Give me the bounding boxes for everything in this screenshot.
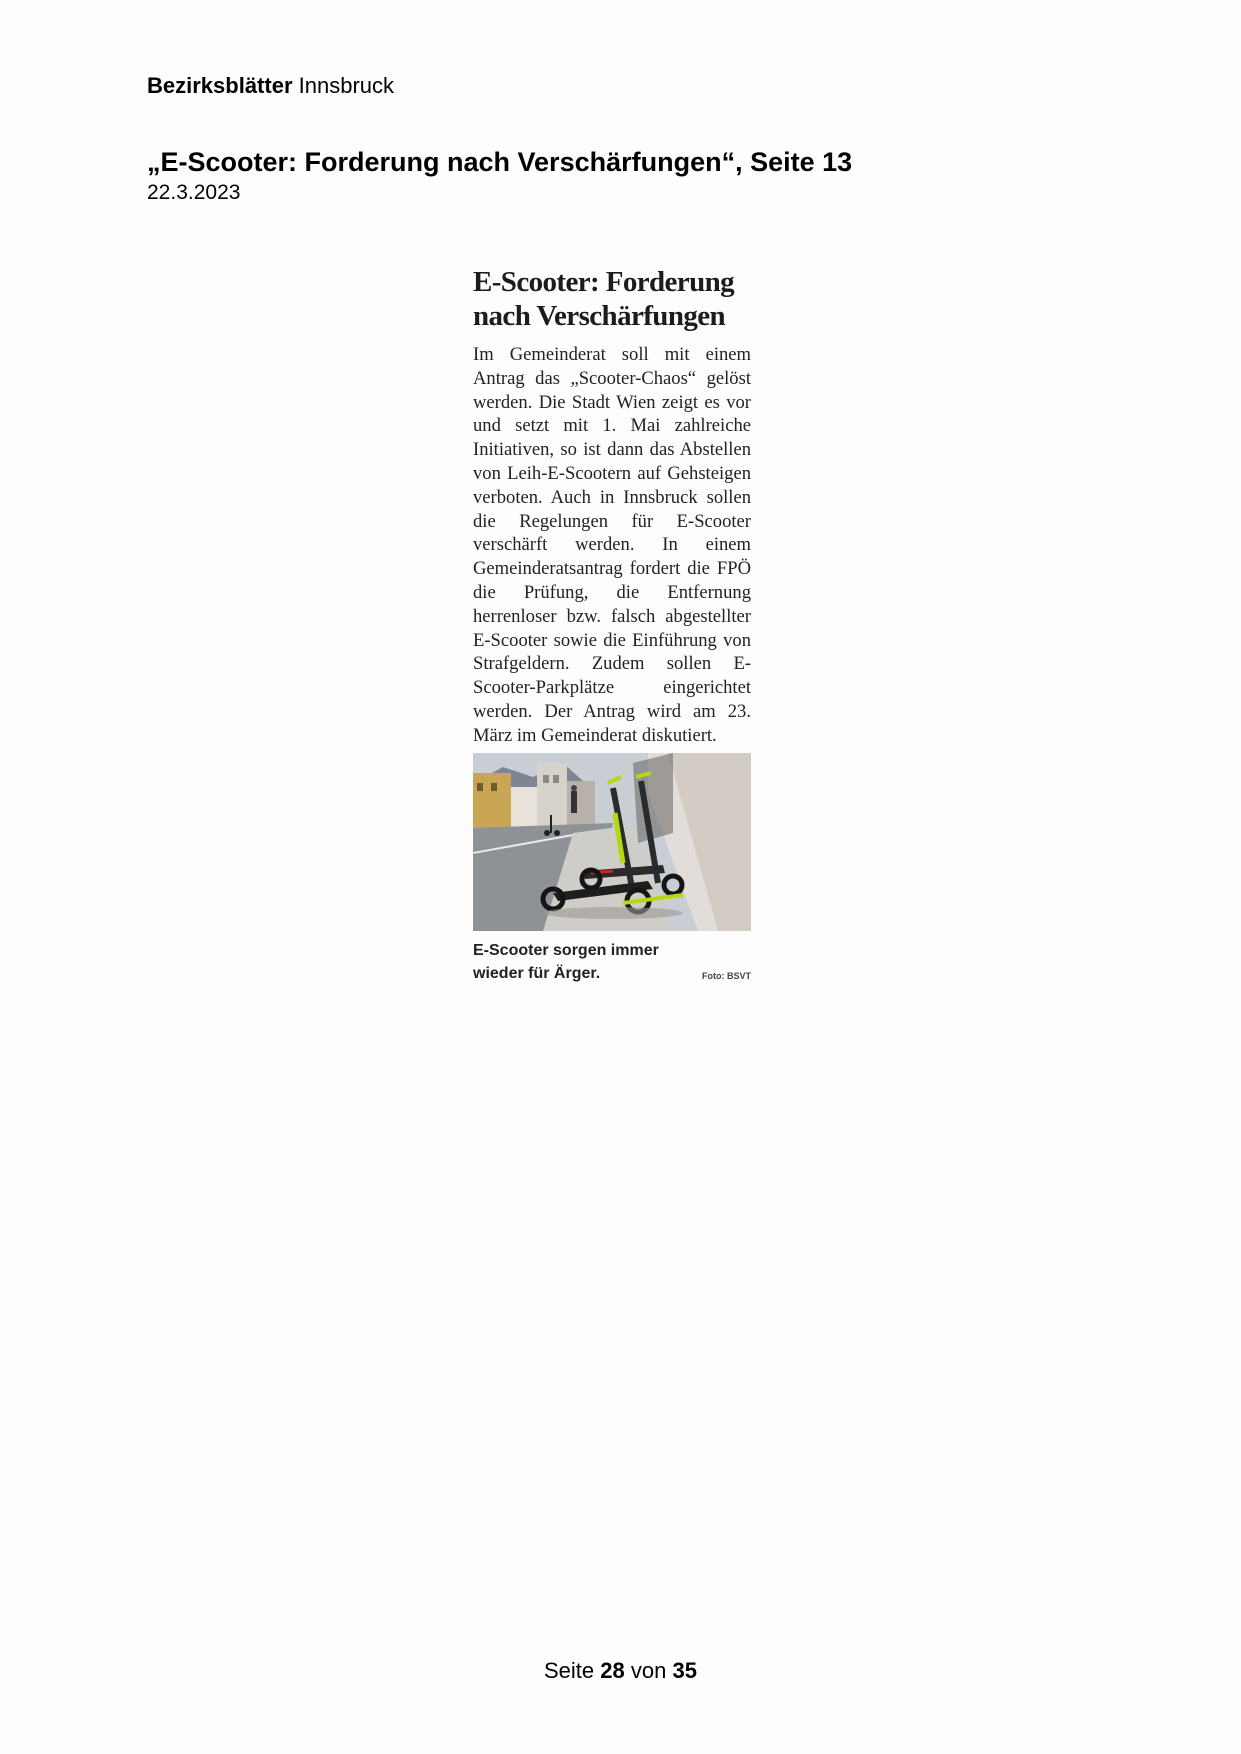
footer-prefix: Seite: [544, 1658, 595, 1683]
photo-caption-row: [473, 939, 751, 985]
photo-credit: Foto: BSVT: [702, 970, 751, 981]
footer-middle: von: [630, 1658, 667, 1683]
publication-brand: Bezirksblätter: [147, 73, 293, 98]
newspaper-clipping: [473, 265, 751, 985]
document-title: „E-Scooter: Forderung nach Verschärfungen“, Seite 13: [147, 147, 853, 177]
document-date: 22.3.2023: [147, 181, 241, 204]
page-footer: [0, 1658, 1241, 1684]
e-scooter-photo: [473, 753, 751, 931]
publication-name: [147, 73, 394, 99]
publication-region: Innsbruck: [298, 73, 395, 98]
article-photo: [473, 753, 751, 931]
photo-caption: E-Scooter sorgen immer wieder für Ärger.: [473, 941, 659, 982]
clipping-body: Im Gemeinderat soll mit einem Antrag das „Scooter-Chaos“ gelöst werden. Die Stadt Wien zeigt es vor und setzt mit 1. Mai zahlreiche Initiativen, so ist dann das Abstellen von Leih-E-Scootern auf Gehsteigen verboten. Auch in Innsbruck sollen die Regelungen für E-Scooter verschärft werden. In einem Gemeinderatsantrag fordert die FPÖ die Prüfung, die Entfernung herrenloser bzw. falsch abgestellter E-Scooter sowie die Einführung von Strafgeldern. Zudem sollen E-Scooter-Parkplätze eingerichtet werden. Der Antrag wird am 23. März im Gemeinderat diskutiert.: [473, 344, 751, 746]
clipping-headline: E-Scooter: Forderung nach Verschärfungen: [473, 266, 735, 332]
current-page-number: 28: [600, 1658, 625, 1683]
total-pages: 35: [672, 1658, 697, 1683]
